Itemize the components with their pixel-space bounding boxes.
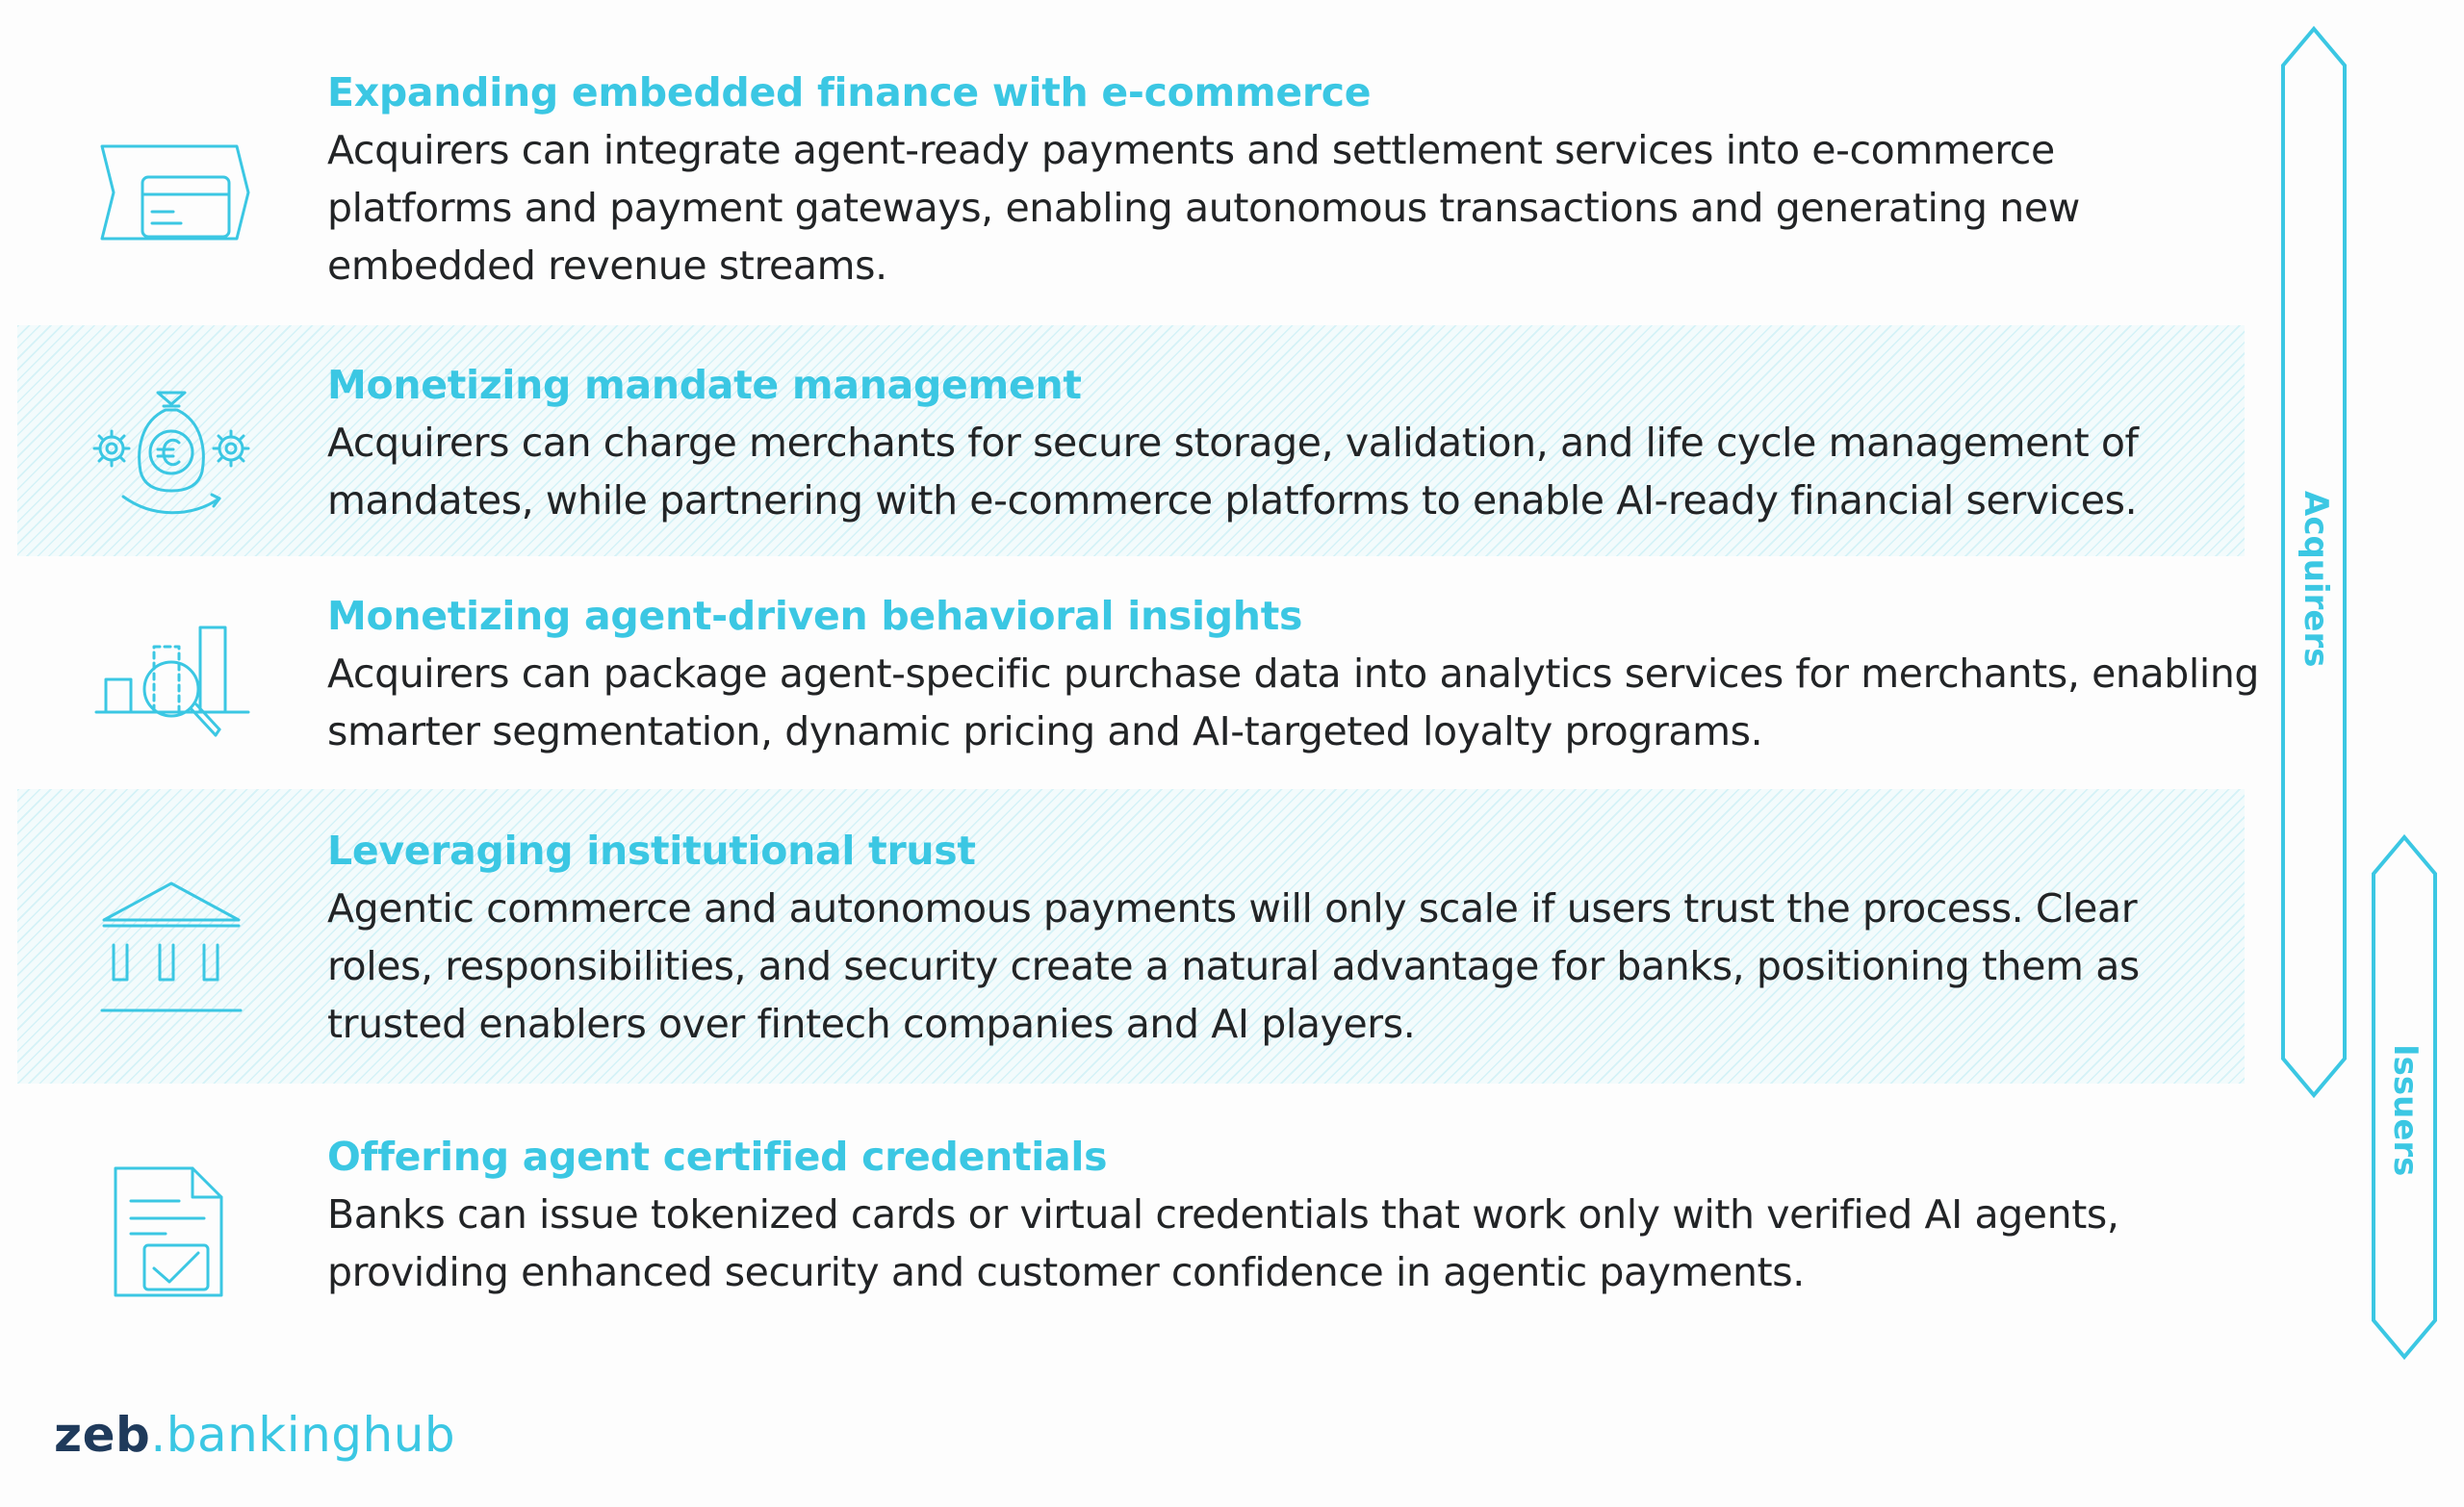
- item-description: [327, 414, 2139, 529]
- item-description: [327, 1186, 2118, 1301]
- description-line: Banks can issue tokenized cards or virtual credentials that work only with verified AI agents,: [327, 1191, 2119, 1238]
- item-description: [327, 121, 2080, 294]
- description-line: platforms and payment gateways, enabling autonomous transactions and generating new: [327, 185, 2080, 231]
- description-line: providing enhanced security and customer confidence in agentic payments.: [327, 1249, 1805, 1295]
- issuers-label: Issuers: [2386, 1044, 2425, 1177]
- zeb-bankinghub-logo: [54, 1407, 455, 1463]
- analytics-magnifier-icon: [85, 599, 258, 772]
- list-item: [0, 0, 2252, 318]
- logo-suffix: .bankinghub: [150, 1407, 456, 1463]
- item-title: Monetizing agent-driven behavioral insights: [327, 593, 1303, 639]
- description-line: Acquirers can package agent-specific purchase data into analytics services for merchants, enabling: [327, 651, 2260, 697]
- description-line: roles, responsibilities, and security create a natural advantage for banks, positioning them as: [327, 943, 2140, 989]
- money-bag-gears-icon: [85, 364, 258, 537]
- logo-brand: zeb: [54, 1407, 151, 1463]
- description-line: Agentic commerce and autonomous payments will only scale if users trust the process. Clear: [327, 885, 2138, 932]
- item-title: Expanding embedded finance with e-commerce: [327, 69, 1372, 115]
- card-icon: [85, 108, 258, 281]
- description-line: Acquirers can charge merchants for secure storage, validation, and life cycle management of: [327, 420, 2139, 466]
- bank-building-icon: [85, 868, 258, 1041]
- description-line: smarter segmentation, dynamic pricing and AI-targeted loyalty programs.: [327, 708, 1763, 754]
- acquirers-label: Acquirers: [2297, 491, 2335, 668]
- item-title: Leveraging institutional trust: [327, 828, 976, 874]
- item-description: [327, 645, 2259, 760]
- certified-document-icon: [85, 1155, 258, 1328]
- description-line: Acquirers can integrate agent-ready payments and settlement services into e-commerce: [327, 127, 2055, 173]
- description-line: embedded revenue streams.: [327, 243, 887, 289]
- item-title: Monetizing mandate management: [327, 362, 1082, 408]
- description-line: trusted enablers over fintech companies and AI players.: [327, 1001, 1416, 1047]
- description-line: mandates, while partnering with e-commerce platforms to enable AI-ready financial services.: [327, 477, 2138, 524]
- item-title: Offering agent certified credentials: [327, 1134, 1108, 1180]
- item-description: [327, 880, 2140, 1053]
